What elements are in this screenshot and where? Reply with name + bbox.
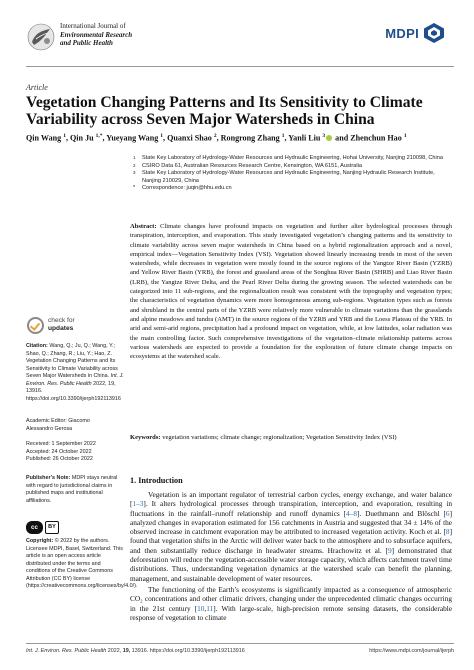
author-name[interactable]: Zhenchun Hao [350, 133, 402, 143]
paragraph-text: ] analyzed changes in evaporation estimated for 156 catchments in Austria and suggested that 34 ± 14% of the observed increase in catchment evaporation may be attributed to increased vegetation activity. Koch et al. [ [130, 508, 453, 537]
affiliation-2: 2 CSIRO Data 61, Australian Resources Research Centre, Kensington, WA 6151, Australia [133, 162, 362, 169]
affiliation-text: State Key Laboratory of Hydrology-Water Resources and Hydraulic Engineering, Nanjing Hydraulic Research Institute, Nanjing 210029, China [142, 170, 435, 184]
footer-year: 2022, [107, 648, 122, 654]
date-accepted: Accepted: 24 October 2022 [26, 448, 92, 455]
affiliations [130, 155, 450, 193]
author-list: Qin Wang $^1$, Qin Ju $^{1,*}$, Yueyang Wang $^1$, Quanxi Shao $^2$, Rongrong Zhang $^1$, Yanli Liu $^3$ and Zhenchun Hao $^1$ [26, 133, 407, 143]
academic-editor [26, 418, 124, 433]
publisher-note-text: MDPI stays neutral with regard to jurisdictional claims in published maps and institutional affiliations. [26, 475, 118, 504]
correspondence[interactable]: * Correspondence: juqin@hhu.edu.cn [133, 185, 232, 192]
header-divider [26, 66, 454, 67]
page-footer [26, 648, 454, 654]
author-name[interactable]: Yueyang Wang [106, 133, 159, 143]
section-heading: 1. Introduction [130, 476, 183, 485]
abstract-text: Climate changes have profound impacts on vegetation and further alter hydrological processes through transpiration, interception, and evaporation. This study investigated vegetation’s changing patterns and its sensitivity to climate variability across seven major watersheds in China based on a hybrid regionalization approach and a novel, empirical index—Vegetation Sensitivity Index (VSI). Vegetation showed linearly increasing trends in most of the seven watersheds, while decreases in vegetation were mostly found in the source regions of the Yangtze River Basin (YZRB) and Yellow River Basin (YRB), the forest and grassland areas of the Songhua River Basin (SHRB) and Liao River Basin (LRB), the Yangtze River Delta, and the Pearl River Delta during the growing season. The selected watersheds can be categorized into 11 sub-regions, and the regionalization result was consistent with the topography and vegetation types; the characteristics of vegetation dynamics were more homogeneous among sub-regions. Vegetation types such as forests and shrubland in the central parts of the YZRB were relatively more vulnerable to climate variations than the grasslands and alpine meadows and tundra (AMT) in the source regions of the YZRB and YRB and the Loess Plateau of the YRB. In arid and semi-arid regions, precipitation had a profound impact on vegetation, while, at low latitudes, solar radiation was the main controlling factor. Such comprehensive investigations of the vegetation–climate relationship patterns across various watersheds are expected to provide a foundation for the exploration of future climate change impacts on ecosystems at the watershed scale. [130, 223, 452, 361]
publisher-name: MDPI [385, 25, 419, 41]
affiliation-1: 1 State Key Laboratory of Hydrology-Water Resources and Hydraulic Engineering, Hohai University, Nanjing 210098, China [133, 155, 443, 161]
affiliation-text: State Key Laboratory of Hydrology-Water Resources and Hydraulic Engineering, Hohai University, Nanjing 210098, China [142, 155, 443, 161]
journal-name-line1: International Journal of [60, 22, 126, 30]
correspondence-text[interactable]: Correspondence: juqin@hhu.edu.cn [142, 185, 232, 192]
author-affiliation-sup: 1 [281, 133, 285, 139]
orcid-icon[interactable] [326, 135, 332, 141]
author-affiliation-sup: 1,* [95, 133, 103, 139]
paragraph-text: , [204, 603, 207, 613]
by-icon: BY [45, 521, 59, 534]
reference-link[interactable]: 9 [387, 545, 392, 555]
article-type: Article [26, 83, 48, 92]
affiliation-text: CSIRO Data 61, Australian Resources Research Centre, Kensington, WA 6151, Australia [142, 162, 362, 169]
citation-block [26, 343, 124, 403]
publisher-logo[interactable] [385, 22, 446, 44]
author-affiliation-sup: 1 [403, 133, 407, 139]
author-affiliation-sup: 3 [322, 133, 326, 139]
journal-name-line2: Environmental Research [60, 30, 133, 39]
journal-name-line3: and Public Health [60, 39, 113, 48]
date-received: Received: 1 September 2022 [26, 441, 96, 447]
paragraph-text: ] found that vegetation shifts in the Arctic will deliver water back to the atmosphere and to subsurface aquifers, and then substantially reduce discharge in headwater streams. Hrachowitz et al. [ [130, 527, 452, 555]
footer-divider [26, 643, 454, 644]
copyright [26, 538, 138, 591]
author-affiliation-sup: 1 [63, 133, 66, 139]
keywords-text: vegetation variations; climate change; regionalization; Vegetation Sensitivity Index (VSI) [162, 434, 397, 441]
reference-link[interactable]: 8 [445, 527, 450, 537]
citation-doi-link[interactable]: 2022, 19, 13916. https://doi.org/10.3390/ijerph192113916 [26, 380, 121, 402]
reference-link[interactable]: 4–8 [346, 508, 357, 518]
affiliation-3: 3 State Key Laboratory of Hydrology-Water Resources and Hydraulic Engineering, Nanjing Hydraulic Research Institute, Nanjing 210029, China [133, 170, 435, 184]
author-name[interactable]: Qin Wang [26, 133, 62, 143]
reference-link[interactable]: 6 [445, 508, 450, 518]
footer-journal-url[interactable]: https://www.mdpi.com/journal/ijerph [369, 648, 454, 654]
editor-label: Academic Editor: Giacomo [26, 418, 90, 424]
author-name[interactable]: Qin Ju [70, 133, 94, 143]
check-for-updates-button[interactable] [27, 316, 97, 336]
reference-link[interactable]: 11 [206, 603, 214, 613]
footer-doi-link[interactable]: 13916. https://doi.org/10.3390/ijerph192113916 [131, 648, 245, 654]
intro-paragraph [130, 490, 452, 583]
paragraph-text: Vegetation is an important regulator of terrestrial carbon cycles, energy exchange, and water balance [ [130, 490, 452, 509]
paragraph-text: ]. With large-scale, high-precision remote sensing datasets, the considerable response of vegetation to climate [130, 603, 452, 622]
journal-name [60, 22, 220, 48]
author-affiliation-sup: 2 [213, 133, 217, 139]
author-name[interactable]: Yanli Liu [288, 133, 321, 143]
publisher-note-label: Publisher’s Note: [26, 475, 71, 481]
footer-journal: Int. J. Environ. Res. Public Health [26, 648, 107, 654]
copyright-label: Copyright: [26, 538, 54, 544]
crossmark-icon [27, 317, 44, 334]
footer-citation [26, 648, 245, 654]
footer-volume: 19, [122, 648, 131, 654]
keywords-label: Keywords: [130, 434, 161, 441]
paragraph-text: ] demonstrated that deforestation will reduce the vegetation-accessible water storage capacity, which affects catchment travel time distributions. Thus, understanding vegetation dynamics at the watershed scale can benefit the planning, management, and sustainable development of water resources. [130, 545, 452, 583]
abstract-label: Abstract: [130, 223, 157, 230]
date-published: Published: 26 October 2022 [26, 456, 93, 462]
reference-link[interactable]: 1–3 [132, 499, 144, 509]
cc-license-badge[interactable] [26, 521, 60, 535]
author-name[interactable]: Quanxi Shao [167, 133, 212, 143]
introduction-body [130, 490, 452, 622]
article-title: Vegetation Changing Patterns and Its Sensitivity to Climate Variability across Seven Major Watersheds in China [26, 94, 423, 128]
publication-dates [26, 441, 124, 464]
cc-icon: cc [26, 521, 43, 534]
mdpi-mark-icon [422, 22, 446, 44]
paragraph-text: The functioning of the Earth’s ecosystems is significantly impacted as a consequence of atmospheric CO₂ concentrations and other climatic drivers, changing under the unprecedented climatic changes occurring in the 21st century [ [130, 584, 452, 613]
keywords [130, 433, 452, 442]
citation-label: Citation: [26, 343, 48, 349]
author-name[interactable]: Rongrong Zhang [220, 133, 280, 143]
editor-name: Alessandro Gerosa [26, 425, 73, 432]
paragraph-text: ]. Duethmann and Blöschl [ [357, 508, 446, 518]
copyright-text: © 2022 by the authors. Licensee MDPI, Basel, Switzerland. This article is an open access article distributed under the terms and conditions of the Creative Commons Attribution (CC BY) license (https://creativecommons.org/licenses/by/4.0/). [26, 538, 138, 589]
citation-text: Wang, Q.; Ju, Q.; Wang, Y.; Shao, Q.; Zhang, R.; Liu, Y.; Hao, Z. Vegetation Changing Patterns and Its Sensitivity to Climate Variability across Seven Major Watersheds in China. [26, 343, 118, 379]
journal-header [26, 20, 454, 60]
check-updates-line1: check for [48, 317, 75, 324]
paragraph-text: ]. It alters hydrological processes through transpiration, interception, and evaporation, resulting in fluctuations in the rainfall–runoff relationship and runoff dynamics [ [130, 499, 452, 518]
reference-link[interactable]: 10 [197, 603, 205, 613]
journal-logo-icon [26, 20, 56, 54]
publisher-note [26, 475, 124, 505]
check-updates-line2: updates [48, 324, 74, 332]
citation-journal: Int. J. Environ. Res. Public Health [26, 373, 124, 387]
abstract [130, 222, 452, 361]
author-affiliation-sup: 1 [160, 133, 164, 139]
intro-paragraph [130, 585, 452, 622]
